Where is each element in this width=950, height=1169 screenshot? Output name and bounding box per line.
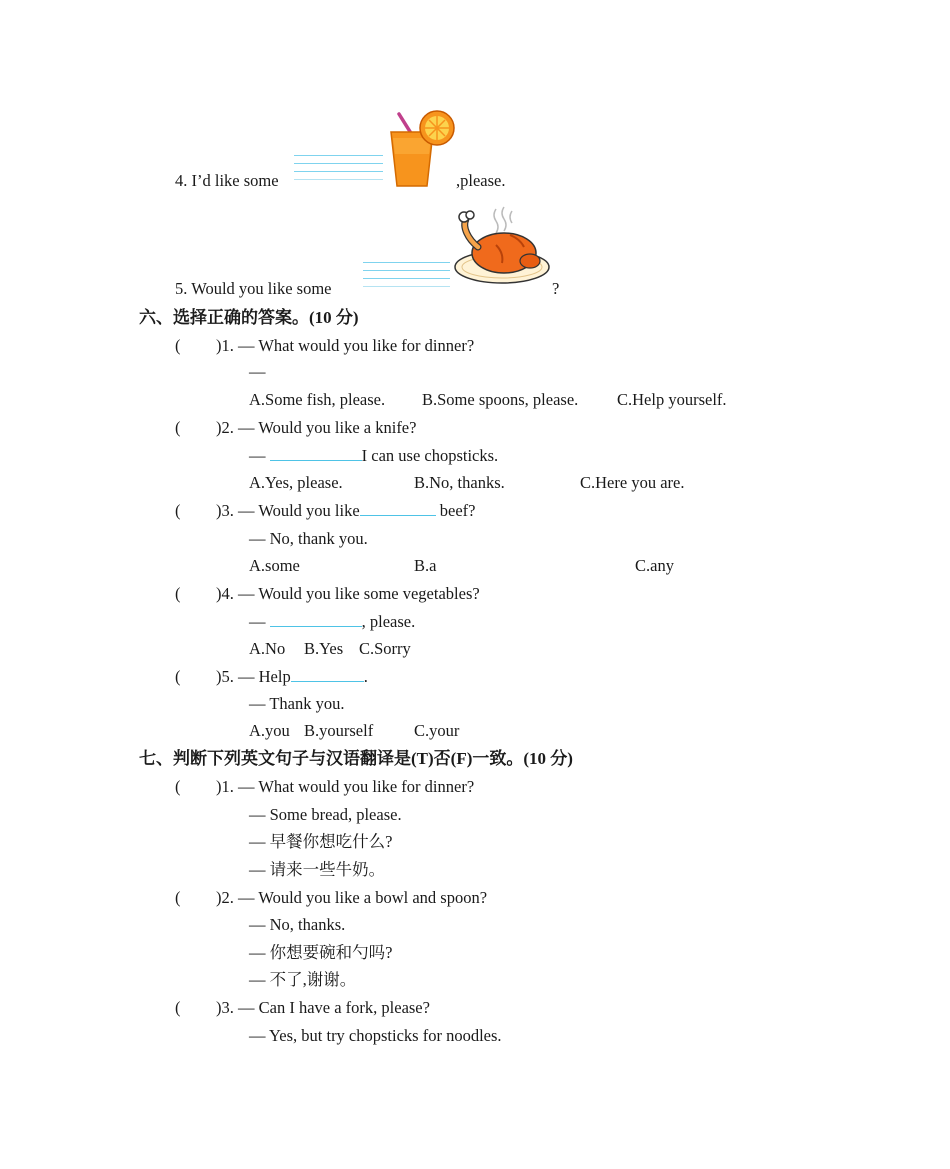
question-number: )3. [216,501,234,520]
question-number: )1. [216,777,234,796]
option-c: C.your [414,721,460,740]
answer-text: I can use chopsticks. [361,446,499,465]
translation-line: — 请来一些牛奶。 [249,860,386,879]
answer-paren[interactable]: ( [175,667,181,686]
question-text-end: . [363,667,368,686]
answer-paren[interactable]: ( [175,501,181,520]
answer-blank[interactable] [360,501,436,516]
answer-paren[interactable]: ( [175,584,181,603]
question-text: — What would you like for dinner? [238,777,475,796]
answer-paren[interactable]: ( [175,888,181,907]
question-text-start: — Would you like [238,501,360,520]
answer-blank[interactable] [291,667,364,682]
q5-answer-lines[interactable] [363,262,450,294]
question-text: — Can I have a fork, please? [238,998,430,1017]
option-a: A.you [249,721,290,740]
answer-text: , please. [361,612,416,631]
question-text [238,667,368,687]
q4-answer-lines[interactable] [294,155,383,187]
question-number: )2. [216,418,234,437]
translation-line: — 早餐你想吃什么? [249,832,393,851]
question-text [238,501,476,521]
option-a: A.Some fish, please. [249,390,386,409]
section7-title: 七、判断下列英文句子与汉语翻译是(T)否(F)一致。(10 分) [139,749,573,768]
question-number: )3. [216,998,234,1017]
roast-chicken-icon [448,205,554,287]
question-text: — What would you like for dinner? [238,336,475,355]
answer-paren[interactable]: ( [175,336,181,355]
option-a: A.some [249,556,300,575]
q5-prefix: 5. Would you like some [175,279,332,298]
option-c: C.Here you are. [580,473,685,492]
option-c: C.Help yourself. [617,390,727,409]
section6-title: 六、选择正确的答案。(10 分) [139,308,359,327]
option-a: A.Yes, please. [249,473,343,492]
option-b: B.Yes [304,639,344,658]
answer-paren[interactable]: ( [175,998,181,1017]
question-text: — Would you like a bowl and spoon? [238,888,488,907]
answer-line: — Thank you. [249,694,345,713]
question-number: )2. [216,888,234,907]
question-number: )1. [216,336,234,355]
answer-line [249,446,498,466]
question-number: )5. [216,667,234,686]
answer-line: — No, thank you. [249,529,368,548]
question-text: — Would you like some vegetables? [238,584,480,603]
option-b: B.yourself [304,721,374,740]
answer-line: — No, thanks. [249,915,346,934]
answer-dash: — [249,446,266,465]
question-text-start: — Help [238,667,291,686]
answer-paren[interactable]: ( [175,418,181,437]
question-text: — Would you like a knife? [238,418,417,437]
option-b: B.No, thanks. [414,473,505,492]
q5-suffix: ? [552,279,560,298]
answer-dash: — [249,612,266,631]
answer-line [249,612,415,632]
answer-dash: — [249,362,266,381]
question-number: )4. [216,584,234,603]
option-b: B.a [414,556,437,575]
option-b: B.Some spoons, please. [422,390,579,409]
question-text-end: beef? [439,501,476,520]
option-c: C.any [635,556,674,575]
option-c: C.Sorry [359,639,411,658]
q4-suffix: ,please. [456,171,506,190]
translation-line: — 不了,谢谢。 [249,970,357,989]
q4-prefix: 4. I’d like some [175,171,279,190]
translation-line: — 你想要碗和勺吗? [249,943,393,962]
answer-blank[interactable] [270,612,362,627]
answer-line: — Yes, but try chopsticks for noodles. [249,1026,502,1045]
option-a: A.No [249,639,286,658]
answer-blank[interactable] [270,446,362,461]
answer-paren[interactable]: ( [175,777,181,796]
answer-line: — Some bread, please. [249,805,402,824]
orange-juice-icon [385,108,461,190]
